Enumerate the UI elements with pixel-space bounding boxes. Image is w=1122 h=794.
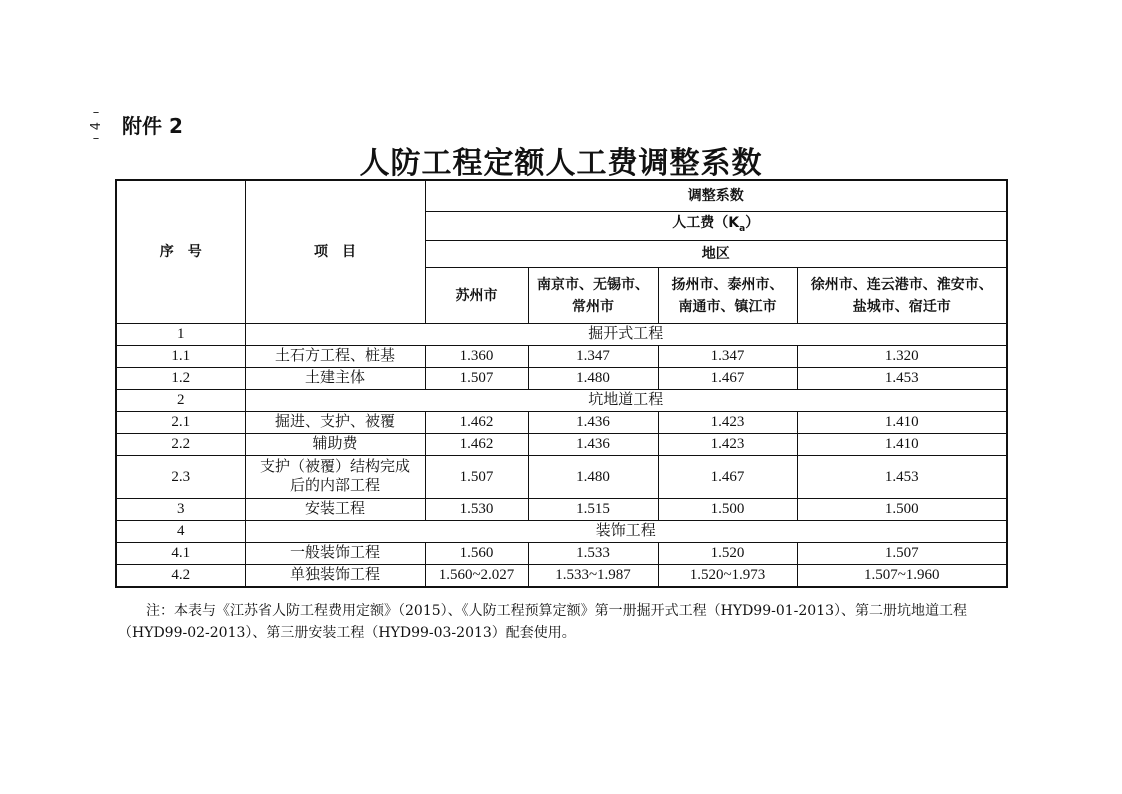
row-value: 1.515 — [528, 499, 658, 521]
header-seq: 序 号 — [116, 180, 245, 324]
row-item-line: 后的内部工程 — [289, 478, 380, 494]
row-value: 1.453 — [797, 456, 1007, 499]
row-number: 1.2 — [116, 368, 245, 390]
table-row — [116, 434, 1007, 456]
row-number: 1.1 — [116, 346, 245, 368]
row-item-line: 土建主体 — [304, 370, 365, 386]
row-item-line: 支护（被覆）结构完成 — [259, 459, 410, 475]
row-number: 2.3 — [116, 456, 245, 499]
row-item — [245, 456, 425, 499]
row-value: 1.533 — [528, 543, 658, 565]
header-city-line: 南通市、镇江市 — [678, 298, 777, 315]
header-city-line: 扬州市、泰州市、 — [671, 276, 784, 293]
page-number-dash-bottom: – — [92, 131, 100, 147]
row-value: 1.467 — [658, 368, 797, 390]
page-number-dash-top: – — [92, 105, 100, 120]
table-row — [116, 412, 1007, 434]
table-group-row — [116, 324, 1007, 346]
row-value: 1.480 — [528, 456, 658, 499]
row-value: 1.507 — [425, 368, 528, 390]
row-value: 1.520~1.973 — [658, 565, 797, 588]
header-city-1 — [528, 268, 658, 324]
row-value: 1.453 — [797, 368, 1007, 390]
table-row — [116, 565, 1007, 588]
row-value: 1.360 — [425, 346, 528, 368]
row-value: 1.560~2.027 — [425, 565, 528, 588]
row-value: 1.423 — [658, 434, 797, 456]
row-value: 1.480 — [528, 368, 658, 390]
row-value: 1.347 — [658, 346, 797, 368]
header-city-0 — [425, 268, 528, 324]
attachment-label: 附件 2 — [122, 114, 183, 138]
row-number: 4 — [116, 521, 245, 543]
table-group-row — [116, 521, 1007, 543]
row-item-line: 一般装饰工程 — [289, 545, 380, 561]
header-city-3 — [797, 268, 1007, 324]
table-row — [116, 499, 1007, 521]
row-item-line: 单独装饰工程 — [289, 567, 380, 583]
row-value: 1.410 — [797, 434, 1007, 456]
row-item-line: 辅助费 — [312, 436, 358, 452]
header-city-line: 常州市 — [572, 298, 614, 315]
row-value: 1.462 — [425, 412, 528, 434]
row-number: 4.1 — [116, 543, 245, 565]
row-item — [245, 434, 425, 456]
row-value: 1.507 — [797, 543, 1007, 565]
header-labor-subscript: a — [739, 223, 746, 234]
row-number: 4.2 — [116, 565, 245, 588]
row-item-line: 掘进、支护、被覆 — [274, 414, 395, 430]
row-value: 1.507~1.960 — [797, 565, 1007, 588]
row-value: 1.410 — [797, 412, 1007, 434]
row-number: 2.2 — [116, 434, 245, 456]
row-value: 1.530 — [425, 499, 528, 521]
page-number-value: 4 — [89, 122, 104, 131]
row-value: 1.467 — [658, 456, 797, 499]
row-item — [245, 543, 425, 565]
row-value: 1.560 — [425, 543, 528, 565]
row-value: 1.436 — [528, 412, 658, 434]
group-name: 掘开式工程 — [245, 324, 1007, 346]
row-value: 1.347 — [528, 346, 658, 368]
header-labor — [425, 212, 1007, 241]
header-region: 地区 — [425, 241, 1007, 268]
row-value: 1.500 — [797, 499, 1007, 521]
row-number: 2 — [116, 390, 245, 412]
table-row — [116, 543, 1007, 565]
table-note: 注：本表与《江苏省人防工程费用定额》（2015）、《人防工程预算定额》第一册掘开式工程（HYD99-01-2013）、第二册坑地道工程（HYD99-02-2013）、第三册安装工程（HYD99-03-2013）配套使用。 — [118, 603, 968, 641]
table-header — [116, 180, 1007, 324]
row-number: 3 — [116, 499, 245, 521]
row-value: 1.320 — [797, 346, 1007, 368]
group-name: 装饰工程 — [245, 521, 1007, 543]
header-city-line: 苏州市 — [455, 287, 498, 304]
row-item — [245, 412, 425, 434]
row-item — [245, 346, 425, 368]
table-body — [116, 324, 1007, 588]
header-city-line: 南京市、无锡市、 — [537, 276, 649, 293]
row-value: 1.507 — [425, 456, 528, 499]
row-item — [245, 368, 425, 390]
row-item — [245, 565, 425, 588]
row-value: 1.423 — [658, 412, 797, 434]
row-value: 1.462 — [425, 434, 528, 456]
row-value: 1.520 — [658, 543, 797, 565]
header-city-2 — [658, 268, 797, 324]
coefficient-table — [115, 179, 1008, 588]
header-adjust: 调整系数 — [425, 180, 1007, 212]
header-item: 项 目 — [245, 180, 425, 324]
header-labor-text: 人工费（K — [672, 214, 740, 231]
table-group-row — [116, 390, 1007, 412]
row-item-line: 土石方工程、桩基 — [274, 348, 395, 364]
table-row — [116, 456, 1007, 499]
row-value: 1.436 — [528, 434, 658, 456]
table-row — [116, 346, 1007, 368]
row-number: 1 — [116, 324, 245, 346]
row-number: 2.1 — [116, 412, 245, 434]
row-item-line: 安装工程 — [304, 501, 365, 517]
header-city-line: 盐城市、宿迁市 — [852, 298, 951, 315]
row-value: 1.533~1.987 — [528, 565, 658, 588]
table-row — [116, 368, 1007, 390]
group-name: 坑地道工程 — [245, 390, 1007, 412]
row-value: 1.500 — [658, 499, 797, 521]
header-city-line: 徐州市、连云港市、淮安市、 — [810, 276, 993, 293]
document-title: 人防工程定额人工费调整系数 — [359, 146, 763, 181]
header-labor-close: ） — [745, 214, 760, 231]
row-item — [245, 499, 425, 521]
